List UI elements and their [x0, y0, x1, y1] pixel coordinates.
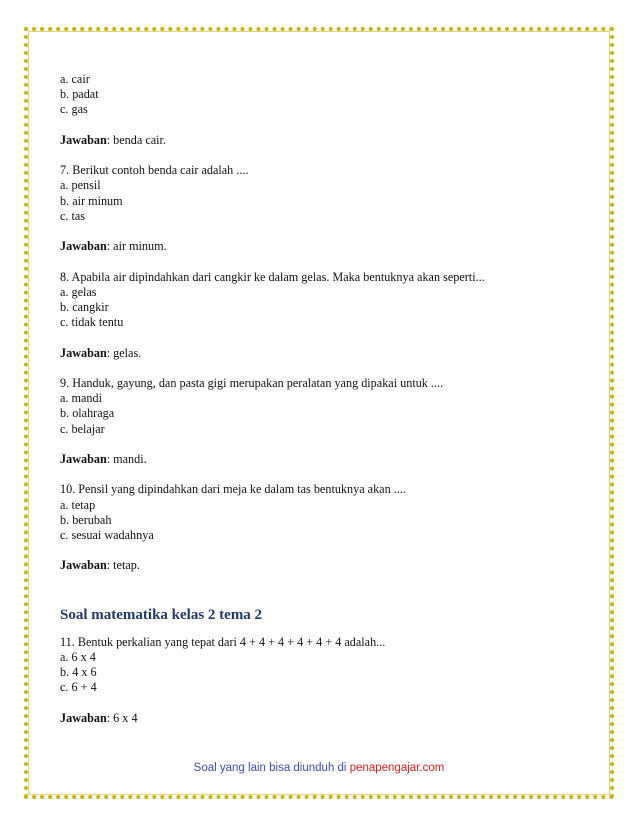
option-line: a. cair: [60, 72, 90, 86]
section-heading: Soal matematika kelas 2 tema 2: [60, 606, 263, 623]
answer-label: Jawaban: [60, 345, 107, 360]
footer-text: Soal yang lain bisa diunduh di: [193, 762, 350, 774]
answer-text: : tetap.: [106, 558, 140, 573]
document-body: [60, 72, 580, 726]
answer-label: Jawaban: [60, 710, 107, 725]
answer-label: Jawaban: [60, 451, 107, 466]
option-line: c. tidak tentu: [60, 315, 124, 330]
option-line: c. gas: [60, 102, 88, 117]
answer-text: : gelas.: [106, 345, 142, 360]
option-line: b. 4 x 6: [60, 665, 97, 680]
option-line: c. tas: [60, 208, 86, 223]
answer-line: [60, 346, 580, 361]
answer-label: Jawaban: [60, 132, 107, 147]
option-line: b. padat: [60, 87, 99, 102]
option-line: a. pensil: [60, 178, 101, 193]
option-line: b. olahraga: [60, 406, 115, 421]
option-line: a. mandi: [60, 391, 102, 406]
answer-line: [60, 558, 580, 573]
option-line: b. cangkir: [60, 299, 109, 314]
option-line: b. berubah: [60, 512, 112, 527]
answer-line: [60, 133, 580, 148]
answer-text: : benda cair.: [106, 132, 166, 147]
option-line: a. tetap: [60, 497, 96, 512]
question-10: 10. Pensil yang dipindahkan dari meja ke dalam tas bentuknya akan ....: [60, 482, 406, 497]
option-line: c. 6 + 4: [60, 680, 97, 695]
option-line: c. belajar: [60, 421, 105, 436]
option-line: a. gelas: [60, 284, 97, 299]
answer-label: Jawaban: [60, 558, 107, 573]
question-8: 8. Apabila air dipindahkan dari cangkir ke dalam gelas. Maka bentuknya akan seperti...: [60, 269, 485, 284]
answer-text: : mandi.: [106, 451, 147, 466]
question-7: 7. Berikut contoh benda cair adalah ....: [60, 163, 249, 178]
answer-text: : 6 x 4: [106, 710, 138, 725]
answer-line: [60, 711, 580, 726]
footer-site-link[interactable]: penapengajar.com: [349, 762, 445, 774]
option-line: c. sesuai wadahnya: [60, 527, 154, 542]
answer-text: : air minum.: [106, 239, 167, 254]
page-footer: [0, 762, 638, 774]
answer-label: Jawaban: [60, 239, 107, 254]
option-line: b. air minum: [60, 193, 123, 208]
answer-line: [60, 239, 580, 254]
question-11: 11. Bentuk perkalian yang tepat dari 4 + 4 + 4 + 4 + 4 + 4 adalah...: [60, 634, 386, 649]
answer-line: [60, 452, 580, 467]
option-line: a. 6 x 4: [60, 649, 96, 664]
question-9: 9. Handuk, gayung, dan pasta gigi merupakan peralatan yang dipakai untuk ....: [60, 375, 444, 390]
